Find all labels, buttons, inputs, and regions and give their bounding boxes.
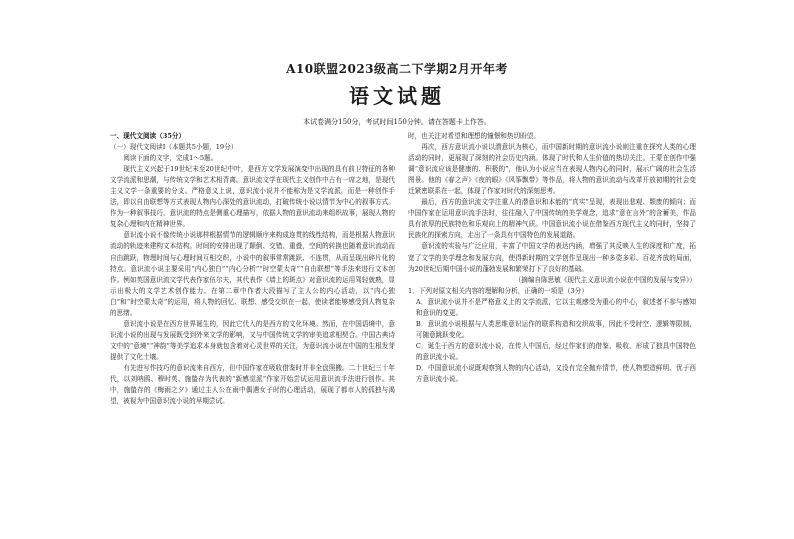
right-column (408, 131, 696, 385)
paragraph: 最后，西方的意识流文学注重人的潜意识和本能的“真实”呈现，表现出悲观、颓废的倾向；而中国作家在运用意识流手法时，往往融入了中国传统的美学观念，追求“意在言外”的含蓄美，作品具有浓厚的民族特色和乐观向上的精神气质。中国意识流小说在借鉴西方现代主义的同时，坚持了民族化的探索方向，走出了一条具有中国特色的发展道路。 (408, 198, 696, 240)
option-d: D．中国意识流小说既观察到人物的内心活动，又没有完全抛弃情节，使人物塑造鲜明、优于西方意识流小说。 (415, 363, 696, 384)
section-title: 一、现代文阅读（35分） (110, 132, 186, 140)
subsection-title: （一）现代文阅读Ⅰ（本题共5小题，19分） (110, 143, 238, 152)
option-c: C．诞生于西方的意识流小说，在传入中国后，经过作家们的借鉴、吸收、形成了独具中国特色的意识流小说。 (415, 341, 696, 361)
paragraph: 意识流的实验与广泛应用，丰富了中国文学的表达内涵，增强了其反映人生的深度和广度，拓宽了文学的美学理念和发展方向，使得新时期的文学创作呈现出一种多姿多彩、百花齐放的局面，为20世纪后期中国小说的蓬勃发展和繁荣打下了良好的基础。 (408, 242, 696, 273)
paragraph: 意识流小说不像传统小说那样根据情节的逻辑顺序来构成连贯的线性结构，而是根据人物意识流动的轨迹来建构文本结构。时间的安排出现了颠倒、交错、重叠，空间的转换也随着意识流动而自由跳跃，物理时间与心理时间互相交织，小说中的叙事常常跳跃、不连贯，从而呈现出碎片化的特点。意识流小说主要采用“内心独白”“内心分析”“时空蒙太奇”“自由联想”等手法来进行文本创作。例如英国意识流文学代表作家伍尔夫，其代表作《墙上的斑点》对意识流的运用驾轻就熟，显示出极大的文学艺术创作能力。在第二章中作者大段描写了主人公的内心活动，以“内心独白”和“时空蒙太奇”的运用，将人物的回忆、联想、感受交织在一起，使读者能够感受到人物复杂的思绪。 (110, 231, 395, 317)
subject-title: 语文试题 (349, 84, 445, 108)
option-b: B．意识流小说根据与人类思维意识运作的联系构造和交织故事，因此不受时空、逻辑等限制，可随意跳跃变化。 (415, 319, 696, 339)
left-column (110, 131, 395, 407)
paragraph: 意识流小说是在西方世界诞生的，因此它代入的是西方的文化环境。然而，在中国语境中，意识流小说的出现与发展既受到外来文学的影响，又与中国传统文学的审美追求相契合。中国古典诗文中的“意境”“神韵”等美学追求本身就包含着对心灵世界的关注，为意识流小说在中国的生根发芽提供了文化土壤。 (110, 319, 395, 361)
question-stem: 1．下列对原文相关内容的理解和分析，正确的一项是（3分） (408, 286, 588, 295)
option-a: A．意识流小说并不是严格意义上的文学流派，它以主观感受为重心的中心，叙述者不参与感知和意识的变更。 (415, 297, 696, 317)
paragraph: 有先进写作技巧的意识流来自西方，但中国作家在吸收借鉴时并非全盘照搬。二十世纪三十年代，以刘呐鸥、穆时英、施蛰存为代表的“新感觉派”作家开始尝试运用意识流手法进行创作。其中，施蛰存的《梅雨之夕》通过主人公在雨中偶遇女子时的心理活动，展现了都市人的孤独与渴望，被视为中国意识流小说的早期尝试。 (110, 363, 395, 406)
paragraph: 时，也关注对希望和理想的憧憬和热切盼望。 (408, 132, 540, 140)
exam-note: 本试卷满分150分，考试时间150分钟。请在答题卡上作答。 (303, 118, 491, 126)
instruction: 阅读下面的文字，完成1～5题。 (123, 154, 218, 163)
paragraph: 再次，西方意识流小说以潜意识为核心，而中国新时期的意识流小说则注重在探究人类的心理活动的同时，更展现了深刻的社会历史内涵。体现了时代和人生价值的热切关注。王蒙在创作中强调“意识流应该是健康的、积极的”，他认为小说应当在表现人物内心的同时，展示广阔的社会生活图景。他的《春之声》《夜的眼》《风筝飘带》等作品，将人物的意识流动与改革开放初期的社会变迁紧密联系在一起，体现了作家对时代的深刻思考。 (408, 143, 696, 196)
paragraph: 现代主义兴起于19世纪末至20世纪中叶，是西方文学发展演变中出现的具有前卫特征的各种文学流派和思潮，与传统文学和艺术相背离。意识流文学在现代主义创作中占有一席之地，是现代主义文学一条重要的分支。严格意义上说，意识流小说并不能称为是文学流派，而是一种创作手法，即以自由联想等方式表现人物内心深处的意识流动，打破传统小说以情节为中心的叙事方式。作为一种叙事技巧，意识流的特点是侧重心理描写，依据人物的意识流动来组织故事，展现人物的复杂心理和内在精神世界。 (110, 165, 395, 229)
source-citation: （摘编自陈思敏《现代主义意识流小说在中国的发展与变异》） (514, 275, 696, 284)
exam-name: A10联盟2023级高二下学期2月开年考 (286, 62, 508, 76)
